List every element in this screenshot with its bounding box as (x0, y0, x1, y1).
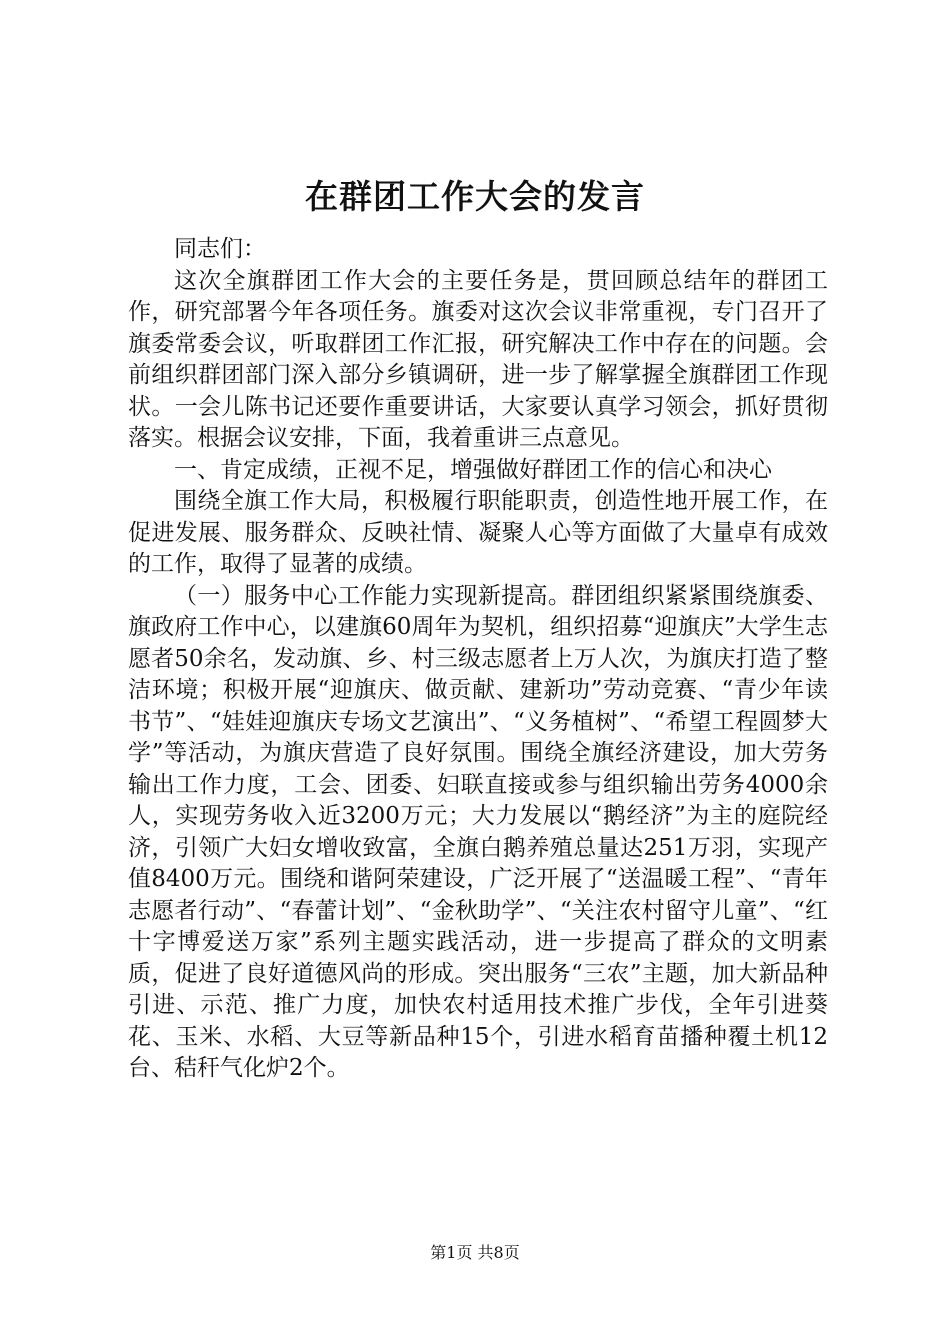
salutation-paragraph: 同志们： (174, 236, 266, 262)
page-footer: 第1页 共8页 (430, 1243, 520, 1262)
intro-paragraph: 这次全旗群团工作大会的主要任务是，贯回顾总结年的群团工作，研究部署今年各项任务。旗委对这次会议非常重视，专门召开了旗委常委会议，听取群团工作汇报，研究解决工作中存在的问题。会前组织群团部门深入部分乡镇调研，进一步了解掌握全旗群团工作现状。一会儿陈书记还要作重要讲话，大家要认真学习领会，抓好贯彻落实。根据会议安排，下面，我着重讲三点意见。 (128, 267, 828, 451)
summary-paragraph: 围绕全旗工作大局，积极履行职能职责，创造性地开展工作，在促进发展、服务群众、反映社情、凝聚人心等方面做了大量卓有成效的工作，取得了显著的成绩。 (128, 488, 828, 577)
subsection-paragraph: （一）服务中心工作能力实现新提高。群团组织紧紧围绕旗委、旗政府工作中心，以建旗60周年为契机，组织招募“迎旗庆”大学生志愿者50余名，发动旗、乡、村三级志愿者上万人次，为旗庆打造了整洁环境；积极开展“迎旗庆、做贡献、建新功”劳动竞赛、“青少年读书节”、“娃娃迎旗庆专场文艺演出”、“义务植树”、“希望工程圆梦大学”等活动，为旗庆营造了良好氛围。围绕全旗经济建设，加大劳务输出工作力度，工会、团委、妇联直接或参与组织输出劳务4000余人，实现劳务收入近3200万元；大力发展以“鹅经济”为主的庭院经济，引领广大妇女增收致富，全旗白鹅养殖总量达251万羽，实现产值8400万元。围绕和谐阿荣建设，广泛开展了“送温暖工程”、“青年志愿者行动”、“春蕾计划”、“金秋助学”、“关注农村留守儿童”、“红十字博爱送万家”系列主题实践活动，进一步提高了群众的文明素质，促进了良好道德风尚的形成。突出服务“三农”主题，加大新品种引进、示范、推广力度，加快农村适用技术推广步伐，全年引进葵花、玉米、水稻、大豆等新品种15个，引进水稻育苗播种覆土机12台、秸秆气化炉2个。 (128, 582, 828, 1081)
section-heading: 一、肯定成绩，正视不足，增强做好群团工作的信心和决心 (174, 456, 772, 483)
document-body (128, 234, 828, 1085)
document-title: 在群团工作大会的发言 (305, 177, 645, 216)
